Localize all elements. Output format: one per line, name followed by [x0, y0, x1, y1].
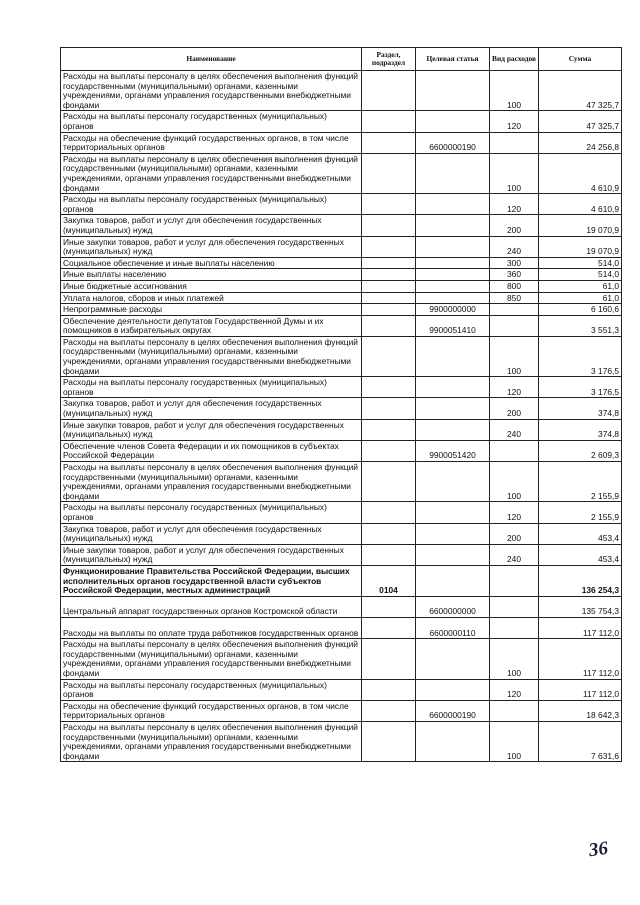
table-row — [61, 257, 622, 269]
row-expense-type: 850 — [490, 292, 539, 304]
row-expense-type: 240 — [490, 544, 539, 565]
row-expense-type: 100 — [490, 71, 539, 111]
row-name: Функционирование Правительства Российской Федерации, высших исполнительных органов государственной власти субъектов Российской Федерации, местных администраций — [61, 565, 362, 596]
row-section — [362, 639, 416, 679]
row-name: Расходы на обеспечение функций государственных органов, в том числе территориальных органов — [61, 132, 362, 153]
row-section — [362, 71, 416, 111]
table-body — [61, 71, 622, 762]
row-expense-type: 120 — [490, 679, 539, 700]
row-name: Обеспечение деятельности депутатов Государственной Думы и их помощников в избирательных округах — [61, 315, 362, 336]
table-row — [61, 596, 622, 617]
row-target — [416, 462, 490, 502]
row-expense-type — [490, 440, 539, 461]
row-name: Иные закупки товаров, работ и услуг для обеспечения государственных (муниципальных) нужд — [61, 544, 362, 565]
row-section — [362, 194, 416, 215]
row-expense-type — [490, 596, 539, 617]
row-sum: 3 176,5 — [539, 336, 622, 376]
row-name: Центральный аппарат государственных органов Костромской области — [61, 596, 362, 617]
row-section — [362, 398, 416, 419]
row-name: Иные выплаты населению — [61, 269, 362, 281]
table-row — [61, 236, 622, 257]
header-sum: Сумма — [539, 48, 622, 71]
row-section — [362, 257, 416, 269]
table-row — [61, 721, 622, 761]
row-name: Расходы на выплаты персоналу в целях обеспечения выполнения функций государственными (муниципальными) органами, казенными учреждениями, органами управления государственными внебюджетными фондами — [61, 721, 362, 761]
table-row — [61, 280, 622, 292]
row-name: Обеспечение членов Совета Федерации и их помощников в субъектах Российской Федерации — [61, 440, 362, 461]
row-target: 6600000110 — [416, 617, 490, 638]
row-expense-type — [490, 700, 539, 721]
table-row — [61, 269, 622, 281]
row-section — [362, 440, 416, 461]
table-row — [61, 153, 622, 193]
row-target — [416, 269, 490, 281]
table-row — [61, 292, 622, 304]
row-expense-type: 360 — [490, 269, 539, 281]
row-name: Расходы на выплаты персоналу в целях обеспечения выполнения функций государственными (муниципальными) органами, казенными учреждениями, органами управления государственными внебюджетными фондами — [61, 336, 362, 376]
row-section — [362, 523, 416, 544]
row-section: 0104 — [362, 565, 416, 596]
budget-table — [60, 47, 622, 762]
row-expense-type: 120 — [490, 502, 539, 523]
row-target — [416, 639, 490, 679]
row-sum: 117 112,0 — [539, 639, 622, 679]
row-expense-type: 100 — [490, 336, 539, 376]
row-expense-type: 800 — [490, 280, 539, 292]
row-target — [416, 111, 490, 132]
row-section — [362, 215, 416, 236]
row-target — [416, 502, 490, 523]
row-name: Уплата налогов, сборов и иных платежей — [61, 292, 362, 304]
page-number: 36 — [587, 837, 610, 862]
row-sum: 4 610,9 — [539, 194, 622, 215]
row-name: Иные закупки товаров, работ и услуг для обеспечения государственных (муниципальных) нужд — [61, 236, 362, 257]
table-row — [61, 194, 622, 215]
row-name: Иные бюджетные ассигнования — [61, 280, 362, 292]
row-target: 6600000000 — [416, 596, 490, 617]
row-sum: 6 160,6 — [539, 304, 622, 316]
row-target — [416, 721, 490, 761]
row-section — [362, 269, 416, 281]
row-target — [416, 292, 490, 304]
row-target — [416, 194, 490, 215]
table-row — [61, 419, 622, 440]
table-row — [61, 215, 622, 236]
row-name: Закупка товаров, работ и услуг для обеспечения государственных (муниципальных) нужд — [61, 215, 362, 236]
row-name: Закупка товаров, работ и услуг для обеспечения государственных (муниципальных) нужд — [61, 523, 362, 544]
row-expense-type: 120 — [490, 194, 539, 215]
table-row — [61, 565, 622, 596]
row-section — [362, 462, 416, 502]
row-target — [416, 336, 490, 376]
row-section — [362, 419, 416, 440]
row-sum: 453,4 — [539, 523, 622, 544]
table-row — [61, 679, 622, 700]
header-section: Раздел, подраздел — [362, 48, 416, 71]
row-name: Расходы на выплаты по оплате труда работников государственных органов — [61, 617, 362, 638]
row-sum: 4 610,9 — [539, 153, 622, 193]
row-target — [416, 679, 490, 700]
row-name: Расходы на обеспечение функций государственных органов, в том числе территориальных органов — [61, 700, 362, 721]
row-target — [416, 236, 490, 257]
row-target: 6600000190 — [416, 700, 490, 721]
table-row — [61, 617, 622, 638]
row-section — [362, 679, 416, 700]
row-name: Расходы на выплаты персоналу в целях обеспечения выполнения функций государственными (муниципальными) органами, казенными учреждениями, органами управления государственными внебюджетными фондами — [61, 462, 362, 502]
row-name: Расходы на выплаты персоналу государственных (муниципальных) органов — [61, 111, 362, 132]
table-row — [61, 440, 622, 461]
row-name: Расходы на выплаты персоналу государственных (муниципальных) органов — [61, 679, 362, 700]
row-name: Расходы на выплаты персоналу государственных (муниципальных) органов — [61, 377, 362, 398]
row-sum: 453,4 — [539, 544, 622, 565]
row-sum: 2 609,3 — [539, 440, 622, 461]
row-name: Расходы на выплаты персоналу государственных (муниципальных) органов — [61, 194, 362, 215]
table-row — [61, 377, 622, 398]
row-expense-type: 240 — [490, 236, 539, 257]
row-sum: 18 642,3 — [539, 700, 622, 721]
row-sum: 3 176,5 — [539, 377, 622, 398]
row-target — [416, 153, 490, 193]
row-expense-type: 100 — [490, 462, 539, 502]
row-target — [416, 71, 490, 111]
row-section — [362, 336, 416, 376]
row-expense-type: 120 — [490, 111, 539, 132]
row-name: Закупка товаров, работ и услуг для обеспечения государственных (муниципальных) нужд — [61, 398, 362, 419]
table-row — [61, 462, 622, 502]
row-target: 9900051410 — [416, 315, 490, 336]
row-target — [416, 377, 490, 398]
row-sum: 135 754,3 — [539, 596, 622, 617]
row-section — [362, 596, 416, 617]
row-target: 6600000190 — [416, 132, 490, 153]
table-row — [61, 336, 622, 376]
row-expense-type: 200 — [490, 215, 539, 236]
row-target — [416, 215, 490, 236]
row-expense-type: 300 — [490, 257, 539, 269]
row-name: Непрограммные расходы — [61, 304, 362, 316]
row-expense-type: 100 — [490, 153, 539, 193]
row-name: Расходы на выплаты персоналу в целях обеспечения выполнения функций государственными (муниципальными) органами, казенными учреждениями, органами управления государственными внебюджетными фондами — [61, 639, 362, 679]
header-target: Целевая статья — [416, 48, 490, 71]
row-section — [362, 153, 416, 193]
header-expense-type: Вид расходов — [490, 48, 539, 71]
row-expense-type — [490, 617, 539, 638]
table-row — [61, 315, 622, 336]
table-row — [61, 502, 622, 523]
table-row — [61, 700, 622, 721]
row-target — [416, 419, 490, 440]
table-row — [61, 523, 622, 544]
row-sum: 117 112,0 — [539, 679, 622, 700]
row-target: 9900051420 — [416, 440, 490, 461]
row-name: Социальное обеспечение и иные выплаты населению — [61, 257, 362, 269]
header-name: Наименование — [61, 48, 362, 71]
row-sum: 374,8 — [539, 419, 622, 440]
row-section — [362, 111, 416, 132]
row-target — [416, 565, 490, 596]
row-expense-type: 120 — [490, 377, 539, 398]
row-name: Расходы на выплаты персоналу в целях обеспечения выполнения функций государственными (муниципальными) органами, казенными учреждениями, органами управления государственными внебюджетными фондами — [61, 71, 362, 111]
row-section — [362, 292, 416, 304]
row-sum: 19 070,9 — [539, 215, 622, 236]
table-row — [61, 304, 622, 316]
row-expense-type — [490, 565, 539, 596]
row-section — [362, 721, 416, 761]
row-target — [416, 280, 490, 292]
row-expense-type: 200 — [490, 398, 539, 419]
table-row — [61, 132, 622, 153]
row-section — [362, 304, 416, 316]
row-target — [416, 544, 490, 565]
row-expense-type — [490, 304, 539, 316]
row-sum: 136 254,3 — [539, 565, 622, 596]
row-sum: 47 325,7 — [539, 71, 622, 111]
row-sum: 117 112,0 — [539, 617, 622, 638]
row-sum: 514,0 — [539, 269, 622, 281]
row-sum: 374,8 — [539, 398, 622, 419]
row-sum: 19 070,9 — [539, 236, 622, 257]
row-expense-type: 200 — [490, 523, 539, 544]
row-sum: 514,0 — [539, 257, 622, 269]
row-section — [362, 236, 416, 257]
row-name: Расходы на выплаты персоналу государственных (муниципальных) органов — [61, 502, 362, 523]
row-section — [362, 377, 416, 398]
row-name: Иные закупки товаров, работ и услуг для обеспечения государственных (муниципальных) нужд — [61, 419, 362, 440]
row-section — [362, 544, 416, 565]
row-section — [362, 617, 416, 638]
row-sum: 7 631,6 — [539, 721, 622, 761]
table-row — [61, 111, 622, 132]
row-target — [416, 523, 490, 544]
row-sum: 2 155,9 — [539, 462, 622, 502]
table-row — [61, 398, 622, 419]
row-sum: 3 551,3 — [539, 315, 622, 336]
row-sum: 61,0 — [539, 280, 622, 292]
row-expense-type: 240 — [490, 419, 539, 440]
row-expense-type — [490, 132, 539, 153]
row-target: 9900000000 — [416, 304, 490, 316]
row-name: Расходы на выплаты персоналу в целях обеспечения выполнения функций государственными (муниципальными) органами, казенными учреждениями, органами управления государственными внебюджетными фондами — [61, 153, 362, 193]
table-row — [61, 639, 622, 679]
table-row — [61, 71, 622, 111]
row-section — [362, 502, 416, 523]
row-sum: 24 256,8 — [539, 132, 622, 153]
row-sum: 47 325,7 — [539, 111, 622, 132]
row-section — [362, 132, 416, 153]
row-section — [362, 280, 416, 292]
row-expense-type: 100 — [490, 721, 539, 761]
row-target — [416, 398, 490, 419]
table-row — [61, 544, 622, 565]
row-expense-type — [490, 315, 539, 336]
row-expense-type: 100 — [490, 639, 539, 679]
row-sum: 2 155,9 — [539, 502, 622, 523]
row-sum: 61,0 — [539, 292, 622, 304]
table-header-row — [61, 48, 622, 71]
row-target — [416, 257, 490, 269]
row-section — [362, 315, 416, 336]
row-section — [362, 700, 416, 721]
